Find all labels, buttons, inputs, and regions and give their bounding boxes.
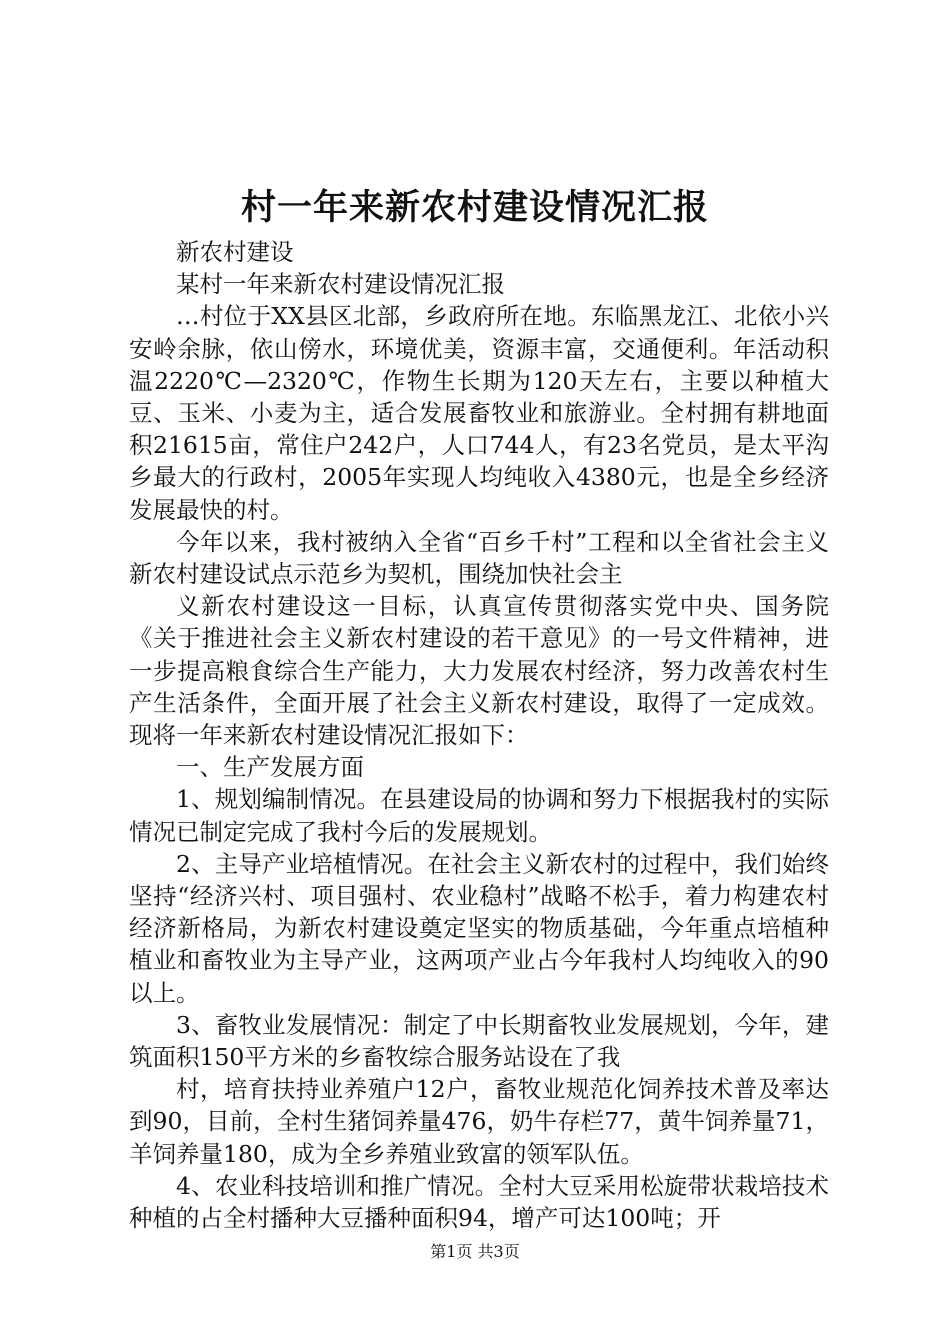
document-title: 村一年来新农村建设情况汇报	[240, 187, 709, 228]
paragraph-item-2: 2、主导产业培植情况。在社会主义新农村的过程中，我们始终坚持“经济兴村、项目强村、农业稳村”战略不松手，着力构建农村经济新格局，为新农村建设奠定坚实的物质基础，今年重点培植种植业和畜牧业为主导产业，这两项产业占今年我村人均纯收入的90以上。	[129, 849, 829, 1007]
paragraph-background: 今年以来，我村被纳入全省“百乡千村”工程和以全省社会主义新农村建设试点示范乡为契机，围绕加快社会主	[129, 527, 829, 589]
paragraph-item-1: 1、规划编制情况。在县建设局的协调和努力下根据我村的实际情况已制定完成了我村今后的发展规划。	[129, 785, 829, 846]
paragraph-background-cont: 义新农村建设这一目标，认真宣传贯彻落实党中央、国务院《关于推进社会主义新农村建设的若干意见》的一号文件精神，进一步提高粮食综合生产能力，大力发展农村经济，努力改善农村生产生活条件，全面开展了社会主义新农村建设，取得了一定成效。现将一年来新农村建设情况汇报如下：	[129, 592, 829, 750]
page-footer: 第1页 共3页	[430, 1242, 520, 1261]
document-body	[129, 236, 829, 1234]
paragraph-item-3-cont: 村，培育扶持业养殖户12户，畜牧业规范化饲养技术普及率达到90，目前，全村生猪饲养量476，奶牛存栏77，黄牛饲养量71，羊饲养量180，成为全乡养殖业致富的领军队伍。	[129, 1075, 829, 1168]
paragraph-category: 新农村建设	[176, 238, 294, 266]
paragraph-subtitle: 某村一年来新农村建设情况汇报	[176, 270, 505, 299]
paragraph-item-3: 3、畜牧业发展情况：制定了中长期畜牧业发展规划，今年，建筑面积150平方米的乡畜牧综合服务站设在了我	[129, 1010, 829, 1072]
paragraph-item-4: 4、农业科技培训和推广情况。全村大豆采用松旋带状栽培技术种植的占全村播种大豆播种面积94，增产可达100吨；开	[129, 1171, 829, 1233]
paragraph-village-intro: …村位于XX县区北部，乡政府所在地。东临黑龙江、北依小兴安岭余脉，依山傍水，环境优美，资源丰富，交通便利。年活动积温2220℃—2320℃，作物生长期为120天左右，主要以种植大豆、玉米、小麦为主，适合发展畜牧业和旅游业。全村拥有耕地面积21615亩，常住户242户，人口744人，有23名党员，是太平沟乡最大的行政村，2005年实现人均纯收入4380元，也是全乡经济发展最快的村。	[129, 302, 829, 524]
section-heading-production: 一、生产发展方面	[176, 753, 364, 782]
